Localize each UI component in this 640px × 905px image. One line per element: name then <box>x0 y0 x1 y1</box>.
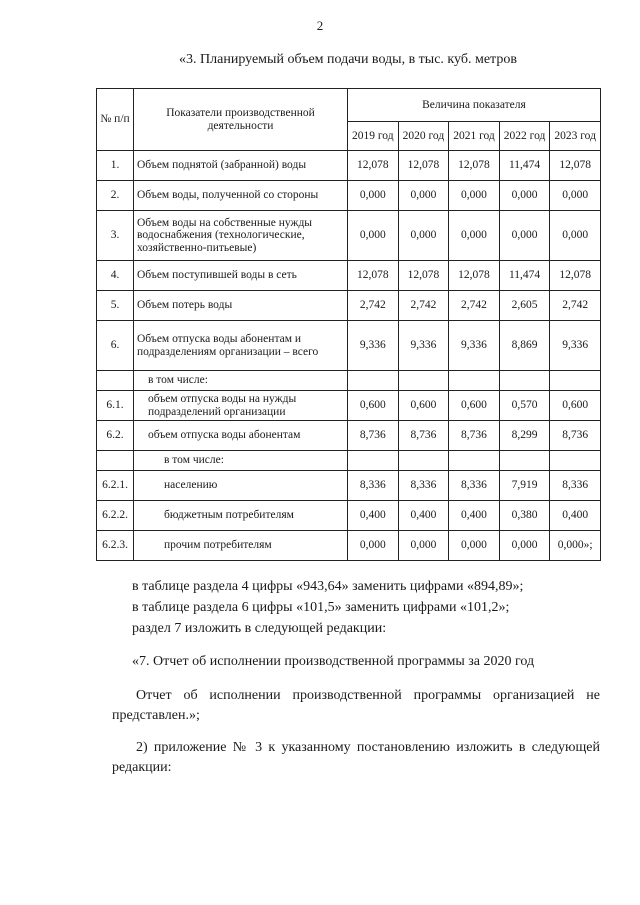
row-value: 8,336 <box>449 471 500 501</box>
header-value-group: Величина показателя <box>348 89 601 122</box>
table-row <box>97 421 601 451</box>
row-indicator: бюджетным потребителям <box>134 501 348 531</box>
table-row <box>97 371 601 391</box>
header-year: 2022 год <box>499 122 550 151</box>
row-value: 0,000 <box>449 211 500 261</box>
row-value: 8,736 <box>348 421 399 451</box>
row-value: 7,919 <box>499 471 550 501</box>
row-value <box>449 371 500 391</box>
row-value: 0,000 <box>499 531 550 561</box>
row-value <box>499 371 550 391</box>
table-row <box>97 291 601 321</box>
row-value: 0,600 <box>449 391 500 421</box>
row-value: 0,000 <box>398 211 449 261</box>
row-value: 0,000 <box>348 211 399 261</box>
row-indicator: Объем воды на собственные нужды водоснабжения (технологические, хозяйственно-питьевые) <box>134 211 348 261</box>
row-number: 6. <box>97 321 134 371</box>
table-row <box>97 181 601 211</box>
row-value <box>398 451 449 471</box>
header-num: № п/п <box>97 89 134 151</box>
row-value: 2,742 <box>449 291 500 321</box>
row-value: 0,000 <box>398 181 449 211</box>
row-value: 0,600 <box>398 391 449 421</box>
row-indicator: Объем воды, полученной со стороны <box>134 181 348 211</box>
row-value: 0,000 <box>499 181 550 211</box>
section-title: «3. Планируемый объем подачи воды, в тыс. куб. метров <box>179 52 517 67</box>
section7-title: «7. Отчет об исполнении производственной программы за 2020 год <box>132 654 535 669</box>
row-value: 12,078 <box>449 151 500 181</box>
row-number: 4. <box>97 261 134 291</box>
header-year: 2023 год <box>550 122 601 151</box>
header-year: 2020 год <box>398 122 449 151</box>
row-value: 0,000 <box>499 211 550 261</box>
report-text: Отчет об исполнении производственной программы организацией не представлен.»; <box>112 688 600 723</box>
row-value: 12,078 <box>348 261 399 291</box>
row-value: 0,000 <box>348 181 399 211</box>
amendment-line: раздел 7 изложить в следующей редакции: <box>132 621 387 636</box>
row-value <box>499 451 550 471</box>
row-value: 12,078 <box>550 261 601 291</box>
row-indicator: Объем поступившей воды в сеть <box>134 261 348 291</box>
row-value: 0,380 <box>499 501 550 531</box>
row-value: 12,078 <box>348 151 399 181</box>
row-value <box>449 451 500 471</box>
row-value: 8,336 <box>348 471 399 501</box>
row-number: 6.1. <box>97 391 134 421</box>
row-value: 0,400 <box>449 501 500 531</box>
table-row <box>97 211 601 261</box>
row-value: 12,078 <box>398 261 449 291</box>
row-value: 0,600 <box>550 391 601 421</box>
table-row <box>97 451 601 471</box>
row-indicator: в том числе: <box>134 451 348 471</box>
table-body <box>97 151 601 561</box>
row-value: 2,742 <box>398 291 449 321</box>
row-value: 9,336 <box>550 321 601 371</box>
table-row <box>97 151 601 181</box>
row-value: 0,000 <box>398 531 449 561</box>
row-value: 8,736 <box>550 421 601 451</box>
row-indicator: объем отпуска воды абонентам <box>134 421 348 451</box>
row-indicator: Объем отпуска воды абонентам и подразделениям организации – всего <box>134 321 348 371</box>
row-value: 8,299 <box>499 421 550 451</box>
header-year: 2019 год <box>348 122 399 151</box>
row-number: 2. <box>97 181 134 211</box>
row-number: 6.2.3. <box>97 531 134 561</box>
row-value: 9,336 <box>348 321 399 371</box>
row-value: 8,736 <box>398 421 449 451</box>
amendment-line: в таблице раздела 4 цифры «943,64» заменить цифрами «894,89»; <box>132 579 524 594</box>
row-indicator: объем отпуска воды на нужды подразделений организации <box>134 391 348 421</box>
row-indicator: Объем поднятой (забранной) воды <box>134 151 348 181</box>
row-value: 0,400 <box>550 501 601 531</box>
row-number: 3. <box>97 211 134 261</box>
row-value: 0,000 <box>449 531 500 561</box>
row-indicator: прочим потребителям <box>134 531 348 561</box>
water-supply-table <box>96 88 601 561</box>
row-value: 0,000 <box>550 211 601 261</box>
row-value: 2,742 <box>550 291 601 321</box>
row-value: 8,869 <box>499 321 550 371</box>
row-value: 2,742 <box>348 291 399 321</box>
row-number <box>97 371 134 391</box>
row-value: 8,736 <box>449 421 500 451</box>
row-value: 0,000 <box>449 181 500 211</box>
row-value: 0,400 <box>398 501 449 531</box>
row-value: 2,605 <box>499 291 550 321</box>
page-number: 2 <box>316 18 324 33</box>
table-row <box>97 501 601 531</box>
row-value: 8,336 <box>550 471 601 501</box>
row-value: 0,000 <box>348 531 399 561</box>
row-value <box>398 371 449 391</box>
row-value: 12,078 <box>550 151 601 181</box>
row-number: 6.2.1. <box>97 471 134 501</box>
row-value: 11,474 <box>499 261 550 291</box>
row-number <box>97 451 134 471</box>
row-indicator: Объем потерь воды <box>134 291 348 321</box>
row-value: 12,078 <box>398 151 449 181</box>
row-value: 0,600 <box>348 391 399 421</box>
row-value <box>550 371 601 391</box>
row-number: 5. <box>97 291 134 321</box>
table-row <box>97 391 601 421</box>
row-value: 12,078 <box>449 261 500 291</box>
table-row <box>97 531 601 561</box>
row-value <box>348 451 399 471</box>
table-row <box>97 471 601 501</box>
item2-text: 2) приложение № 3 к указанному постановлению изложить в следующей редакции: <box>112 740 600 775</box>
header-year: 2021 год <box>449 122 500 151</box>
header-indicator: Показатели производственной деятельности <box>134 89 348 151</box>
row-number: 1. <box>97 151 134 181</box>
row-value: 0,400 <box>348 501 399 531</box>
row-number: 6.2. <box>97 421 134 451</box>
row-value: 0,570 <box>499 391 550 421</box>
row-value <box>550 451 601 471</box>
row-value: 0,000 <box>550 181 601 211</box>
row-value: 9,336 <box>398 321 449 371</box>
row-value: 8,336 <box>398 471 449 501</box>
row-indicator: населению <box>134 471 348 501</box>
row-value: 0,000»; <box>550 531 601 561</box>
row-indicator: в том числе: <box>134 371 348 391</box>
row-value: 11,474 <box>499 151 550 181</box>
row-value <box>348 371 399 391</box>
amendment-line: в таблице раздела 6 цифры «101,5» заменить цифрами «101,2»; <box>132 600 510 615</box>
row-value: 9,336 <box>449 321 500 371</box>
row-number: 6.2.2. <box>97 501 134 531</box>
table-row <box>97 321 601 371</box>
table-row <box>97 261 601 291</box>
